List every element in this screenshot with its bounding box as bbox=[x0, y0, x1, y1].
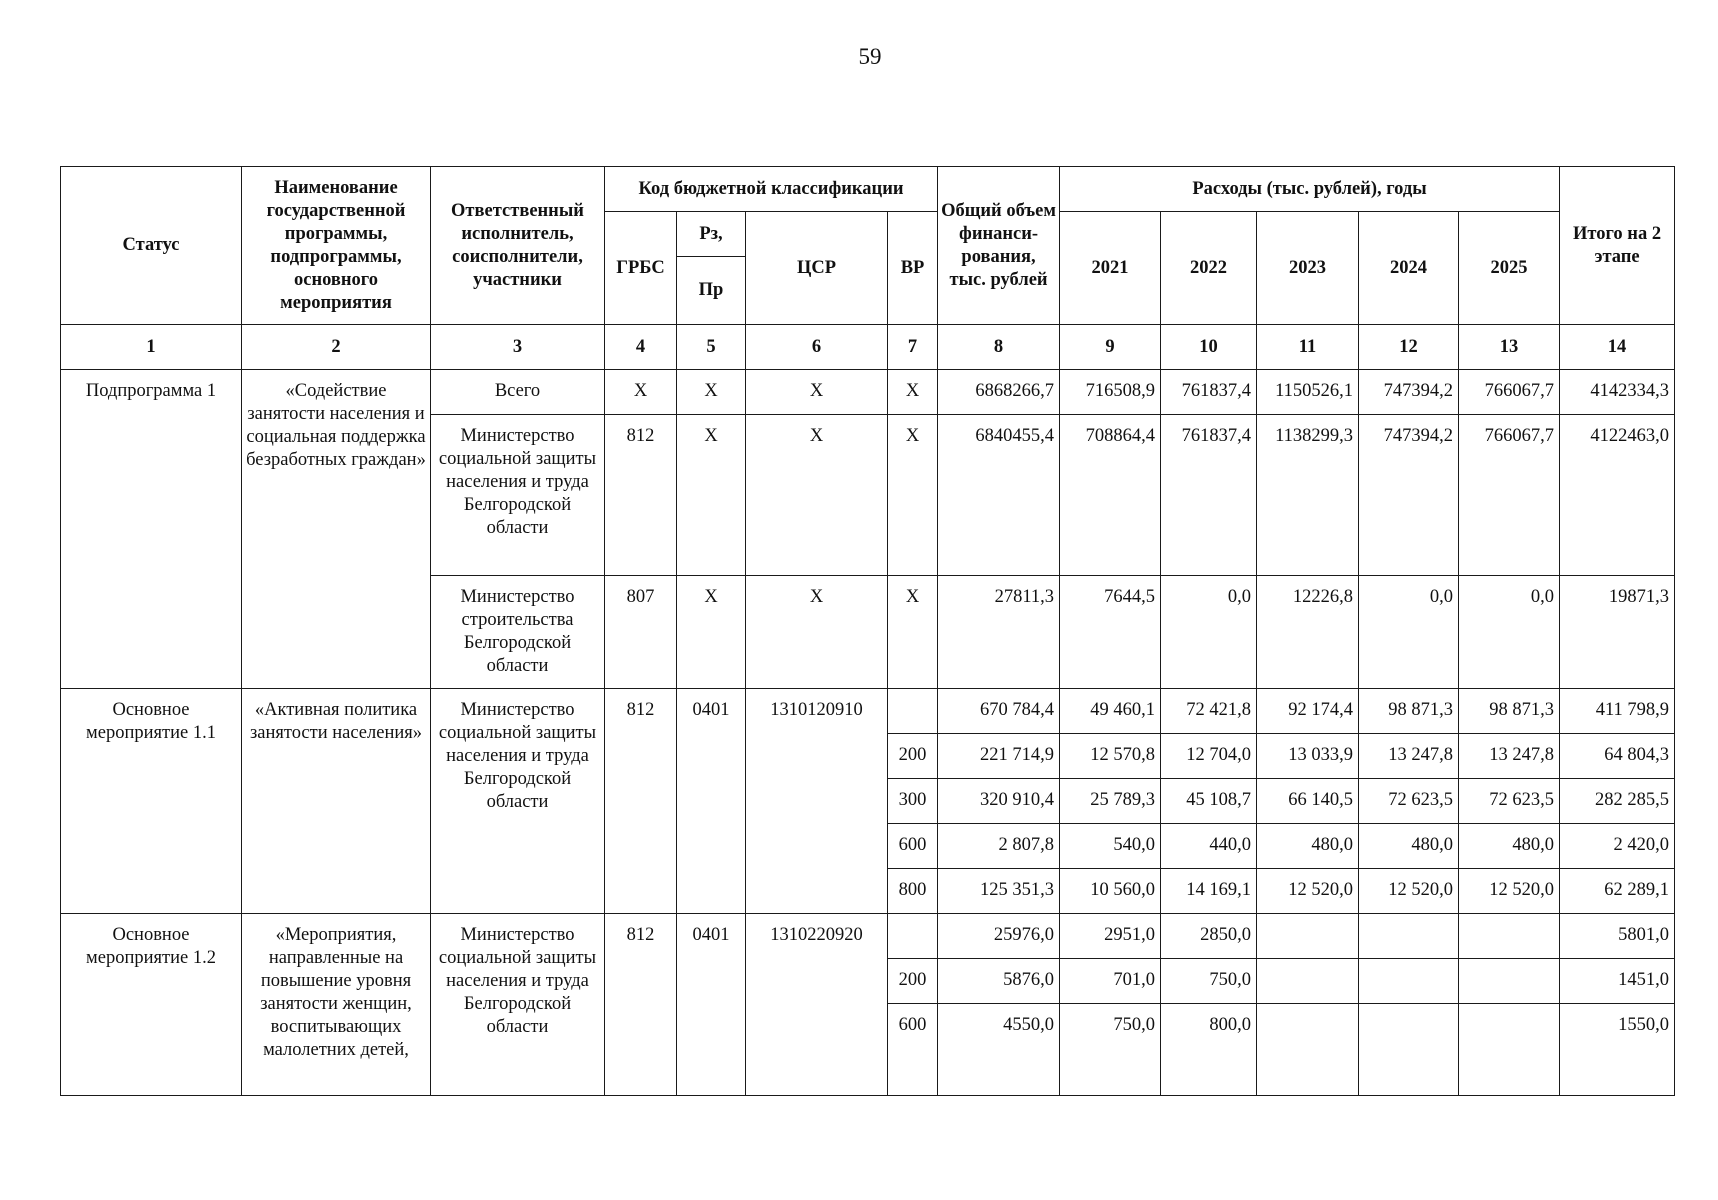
page-number: 59 bbox=[858, 44, 882, 69]
budget-table bbox=[60, 166, 1675, 1096]
cell-2024 bbox=[1359, 1004, 1459, 1096]
cell-2023: 12 520,0 bbox=[1257, 869, 1359, 914]
cell-2021: 2951,0 bbox=[1060, 914, 1161, 959]
cell-stage-total: 4142334,3 bbox=[1560, 370, 1675, 415]
cell-2025 bbox=[1459, 914, 1560, 959]
column-number: 5 bbox=[677, 325, 746, 370]
header-year-2025: 2025 bbox=[1459, 212, 1560, 325]
cell-stage-total: 19871,3 bbox=[1560, 576, 1675, 689]
row-executor: Министерство строительства Белгородской области bbox=[431, 576, 605, 689]
cell-grbs: 812 bbox=[605, 914, 677, 1096]
cell-2025 bbox=[1459, 1004, 1560, 1096]
cell-2021: 10 560,0 bbox=[1060, 869, 1161, 914]
cell-2022: 800,0 bbox=[1161, 1004, 1257, 1096]
cell-csr: 1310220920 bbox=[746, 914, 888, 1096]
cell-total: 125 351,3 bbox=[938, 869, 1060, 914]
header-expenses: Расходы (тыс. рублей), годы bbox=[1060, 167, 1560, 212]
cell-csr: Х bbox=[746, 370, 888, 415]
header-total: Общий объем финанси-рования, тыс. рублей bbox=[938, 167, 1060, 325]
cell-vr: Х bbox=[888, 370, 938, 415]
cell-2024: 747394,2 bbox=[1359, 415, 1459, 576]
cell-2021: 25 789,3 bbox=[1060, 779, 1161, 824]
header-executor: Ответственный исполнитель, соисполнители, участники bbox=[431, 167, 605, 325]
cell-vr bbox=[888, 914, 938, 959]
cell-stage-total: 282 285,5 bbox=[1560, 779, 1675, 824]
column-number: 13 bbox=[1459, 325, 1560, 370]
column-numbers-row bbox=[61, 325, 1675, 370]
cell-2022: 2850,0 bbox=[1161, 914, 1257, 959]
column-number: 4 bbox=[605, 325, 677, 370]
row-status: Основное мероприятие 1.2 bbox=[61, 914, 242, 1096]
cell-stage-total: 64 804,3 bbox=[1560, 734, 1675, 779]
cell-2025: 480,0 bbox=[1459, 824, 1560, 869]
cell-2025: 98 871,3 bbox=[1459, 689, 1560, 734]
cell-2022: 14 169,1 bbox=[1161, 869, 1257, 914]
cell-2023: 480,0 bbox=[1257, 824, 1359, 869]
cell-csr: Х bbox=[746, 415, 888, 576]
cell-2023 bbox=[1257, 1004, 1359, 1096]
cell-2022: 12 704,0 bbox=[1161, 734, 1257, 779]
cell-2024: 480,0 bbox=[1359, 824, 1459, 869]
cell-total: 4550,0 bbox=[938, 1004, 1060, 1096]
header-year-2022: 2022 bbox=[1161, 212, 1257, 325]
cell-2022: 0,0 bbox=[1161, 576, 1257, 689]
row-executor: Министерство социальной защиты населения и труда Белгородской области bbox=[431, 415, 605, 576]
cell-vr: 600 bbox=[888, 1004, 938, 1096]
cell-total: 25976,0 bbox=[938, 914, 1060, 959]
cell-vr: 600 bbox=[888, 824, 938, 869]
cell-2022: 72 421,8 bbox=[1161, 689, 1257, 734]
header-vr: ВР bbox=[888, 212, 938, 325]
cell-total: 2 807,8 bbox=[938, 824, 1060, 869]
cell-2024 bbox=[1359, 914, 1459, 959]
cell-stage-total: 411 798,9 bbox=[1560, 689, 1675, 734]
column-number: 8 bbox=[938, 325, 1060, 370]
cell-2021: 701,0 bbox=[1060, 959, 1161, 1004]
cell-2021: 7644,5 bbox=[1060, 576, 1161, 689]
column-number: 2 bbox=[242, 325, 431, 370]
cell-2023: 1138299,3 bbox=[1257, 415, 1359, 576]
table-row bbox=[61, 370, 1675, 415]
row-status: Подпрограмма 1 bbox=[61, 370, 242, 689]
cell-vr: Х bbox=[888, 576, 938, 689]
cell-grbs: Х bbox=[605, 370, 677, 415]
cell-2023: 92 174,4 bbox=[1257, 689, 1359, 734]
cell-stage-total: 2 420,0 bbox=[1560, 824, 1675, 869]
row-executor: Всего bbox=[431, 370, 605, 415]
header-pr: Пр bbox=[677, 257, 746, 325]
column-number: 10 bbox=[1161, 325, 1257, 370]
cell-csr: Х bbox=[746, 576, 888, 689]
cell-stage-total: 1451,0 bbox=[1560, 959, 1675, 1004]
table-header bbox=[61, 167, 1675, 370]
cell-2022: 761837,4 bbox=[1161, 370, 1257, 415]
cell-rzpr: Х bbox=[677, 576, 746, 689]
column-number: 7 bbox=[888, 325, 938, 370]
cell-2025: 72 623,5 bbox=[1459, 779, 1560, 824]
header-year-2023: 2023 bbox=[1257, 212, 1359, 325]
row-executor: Министерство социальной защиты населения и труда Белгородской области bbox=[431, 689, 605, 914]
cell-vr bbox=[888, 689, 938, 734]
cell-grbs: 812 bbox=[605, 689, 677, 914]
cell-2022: 45 108,7 bbox=[1161, 779, 1257, 824]
header-csr: ЦСР bbox=[746, 212, 888, 325]
cell-rzpr: Х bbox=[677, 370, 746, 415]
cell-rzpr: 0401 bbox=[677, 914, 746, 1096]
cell-stage-total: 5801,0 bbox=[1560, 914, 1675, 959]
cell-2024: 747394,2 bbox=[1359, 370, 1459, 415]
cell-stage-total: 62 289,1 bbox=[1560, 869, 1675, 914]
table-row bbox=[61, 914, 1675, 959]
header-name: Наименование государственной программы, подпрограммы, основного мероприятия bbox=[242, 167, 431, 325]
cell-2024: 98 871,3 bbox=[1359, 689, 1459, 734]
cell-2025: 12 520,0 bbox=[1459, 869, 1560, 914]
cell-2024: 72 623,5 bbox=[1359, 779, 1459, 824]
header-stage-total: Итого на 2 этапе bbox=[1560, 167, 1675, 325]
cell-stage-total: 4122463,0 bbox=[1560, 415, 1675, 576]
cell-2023 bbox=[1257, 959, 1359, 1004]
cell-2021: 716508,9 bbox=[1060, 370, 1161, 415]
cell-2024: 12 520,0 bbox=[1359, 869, 1459, 914]
cell-2025: 0,0 bbox=[1459, 576, 1560, 689]
cell-total: 6868266,7 bbox=[938, 370, 1060, 415]
cell-2024 bbox=[1359, 959, 1459, 1004]
cell-2023: 1150526,1 bbox=[1257, 370, 1359, 415]
cell-total: 27811,3 bbox=[938, 576, 1060, 689]
cell-vr: 200 bbox=[888, 959, 938, 1004]
cell-2023: 66 140,5 bbox=[1257, 779, 1359, 824]
header-year-2024: 2024 bbox=[1359, 212, 1459, 325]
cell-grbs: 812 bbox=[605, 415, 677, 576]
cell-total: 221 714,9 bbox=[938, 734, 1060, 779]
cell-2022: 761837,4 bbox=[1161, 415, 1257, 576]
cell-total: 320 910,4 bbox=[938, 779, 1060, 824]
header-status: Статус bbox=[61, 167, 242, 325]
column-number: 9 bbox=[1060, 325, 1161, 370]
cell-2025: 766067,7 bbox=[1459, 415, 1560, 576]
column-number: 12 bbox=[1359, 325, 1459, 370]
cell-2025: 766067,7 bbox=[1459, 370, 1560, 415]
row-name: «Активная политика занятости населения» bbox=[242, 689, 431, 914]
cell-vr: 300 bbox=[888, 779, 938, 824]
cell-csr: 1310120910 bbox=[746, 689, 888, 914]
row-executor: Министерство социальной защиты населения и труда Белгородской области bbox=[431, 914, 605, 1096]
cell-2021: 540,0 bbox=[1060, 824, 1161, 869]
row-name: «Содействие занятости населения и социальная поддержка безработных граждан» bbox=[242, 370, 431, 689]
cell-vr: Х bbox=[888, 415, 938, 576]
cell-total: 6840455,4 bbox=[938, 415, 1060, 576]
row-name: «Мероприятия, направленные на повышение уровня занятости женщин, воспитывающих малолетних детей, bbox=[242, 914, 431, 1096]
cell-2024: 13 247,8 bbox=[1359, 734, 1459, 779]
cell-2025: 13 247,8 bbox=[1459, 734, 1560, 779]
table-body bbox=[61, 370, 1675, 1096]
cell-2021: 750,0 bbox=[1060, 1004, 1161, 1096]
column-number: 14 bbox=[1560, 325, 1675, 370]
row-status: Основное мероприятие 1.1 bbox=[61, 689, 242, 914]
cell-2021: 49 460,1 bbox=[1060, 689, 1161, 734]
cell-vr: 200 bbox=[888, 734, 938, 779]
cell-2024: 0,0 bbox=[1359, 576, 1459, 689]
column-number: 11 bbox=[1257, 325, 1359, 370]
header-year-2021: 2021 bbox=[1060, 212, 1161, 325]
cell-total: 5876,0 bbox=[938, 959, 1060, 1004]
cell-total: 670 784,4 bbox=[938, 689, 1060, 734]
cell-rzpr: 0401 bbox=[677, 689, 746, 914]
cell-rzpr: Х bbox=[677, 415, 746, 576]
column-number: 1 bbox=[61, 325, 242, 370]
header-grbs: ГРБС bbox=[605, 212, 677, 325]
cell-2023: 12226,8 bbox=[1257, 576, 1359, 689]
cell-grbs: 807 bbox=[605, 576, 677, 689]
cell-2022: 750,0 bbox=[1161, 959, 1257, 1004]
cell-2023 bbox=[1257, 914, 1359, 959]
cell-stage-total: 1550,0 bbox=[1560, 1004, 1675, 1096]
cell-2021: 708864,4 bbox=[1060, 415, 1161, 576]
cell-2022: 440,0 bbox=[1161, 824, 1257, 869]
cell-2021: 12 570,8 bbox=[1060, 734, 1161, 779]
column-number: 6 bbox=[746, 325, 888, 370]
cell-vr: 800 bbox=[888, 869, 938, 914]
header-budget-code: Код бюджетной классификации bbox=[605, 167, 938, 212]
column-number: 3 bbox=[431, 325, 605, 370]
cell-2025 bbox=[1459, 959, 1560, 1004]
cell-2023: 13 033,9 bbox=[1257, 734, 1359, 779]
header-rz: Рз, bbox=[677, 212, 746, 257]
table-row bbox=[61, 689, 1675, 734]
